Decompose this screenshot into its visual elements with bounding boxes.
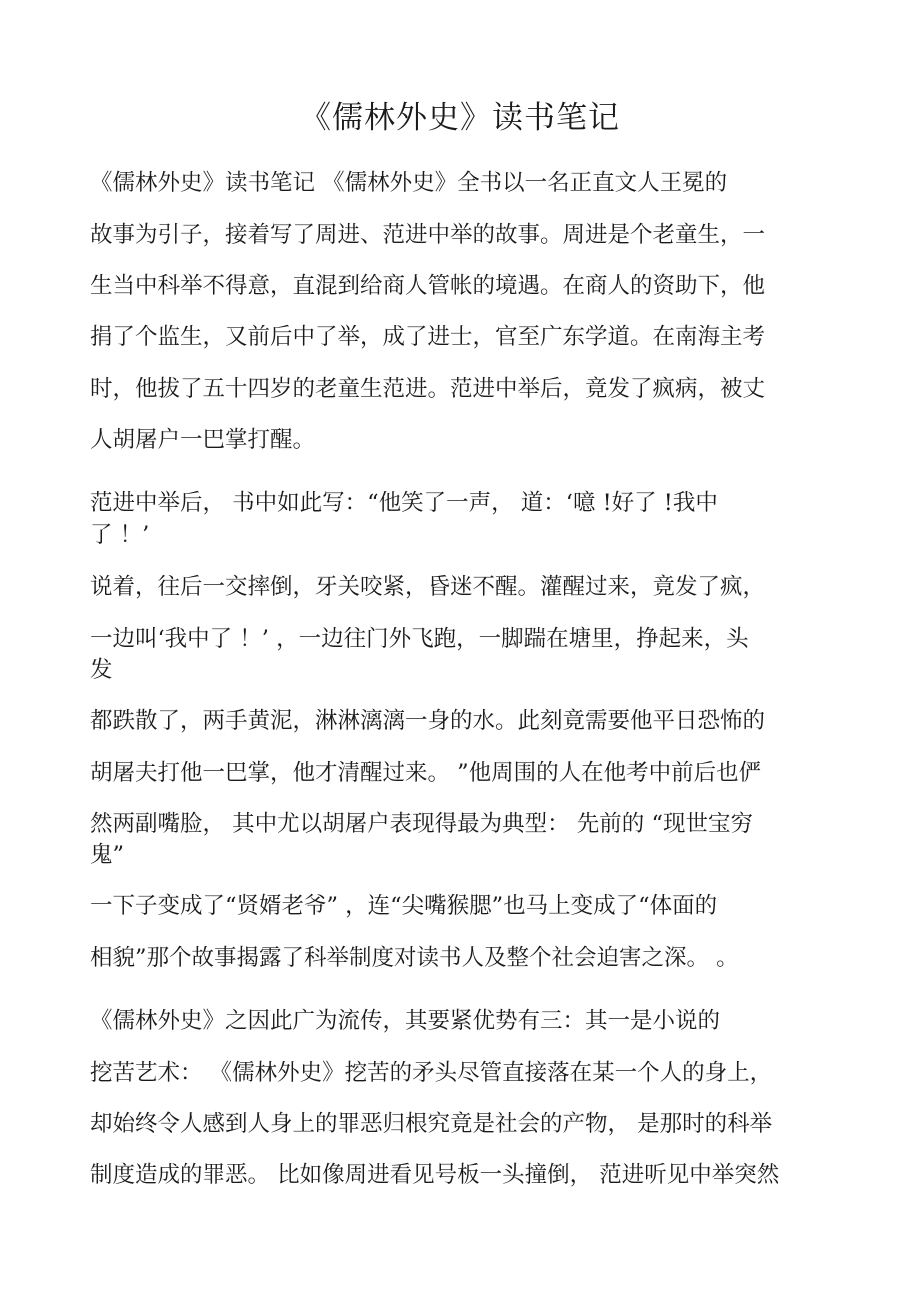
text-line: 了 ！’ [90,522,150,548]
text-line: 相貌”那个故事揭露了科举制度对读书人及整个社会迫害之深。 。 [90,945,739,971]
text-line: 都跌散了，两手黄泥，淋淋漓漓一身的水。此刻竟需要他平日恐怖的 [90,708,766,734]
text-line: 人胡屠户一巴掌打醒。 [90,427,316,453]
text-line: 胡屠夫打他一巴掌，他才清醒过来。 ”他周围的人在他考中前后也俨 [90,760,762,786]
text-line: 《儒林外史》之因此广为流传，其要紧优势有三：其一是小说的 [90,1008,721,1034]
text-line: 一下子变成了“贤婿老爷” ，连“尖嘴猴腮”也马上变成了“体面的 [90,893,718,919]
text-line: 说着，往后一交摔倒，牙关咬紧，昏迷不醒。灌醒过来，竟发了疯， [90,574,766,600]
text-line: 然两副嘴脸， 其中尤以胡屠户表现得最为典型： 先前的 “现世宝穷 [90,811,753,837]
text-line: 《儒林外史》读书笔记 《儒林外史》全书以一名正直文人王冕的 [90,170,728,196]
text-line: 制度造成的罪恶。 比如像周进看见号板一头撞倒， 范进听见中举突然 [90,1162,780,1188]
text-line: 却始终令人感到人身上的罪恶归根究竟是社会的产物， 是那时的科举 [90,1111,773,1137]
text-line: 发 [90,657,113,683]
text-line: 挖苦艺术： 《儒林外史》挖苦的矛头尽管直接落在某一个人的身上， [90,1060,773,1086]
document-title: 《儒林外史》读书笔记 [300,100,620,136]
text-line: 一边叫‘我中了 ！’ ，一边往门外飞跑，一脚踹在塘里，挣起来，头 [90,626,749,652]
text-line: 生当中科举不得意，直混到给商人管帐的境遇。在商人的资助下，他 [90,273,766,299]
text-line: 鬼” [90,842,125,868]
text-line: 捐了个监生，又前后中了举，成了进士，官至广东学道。在南海主考 [90,324,766,350]
text-line: 时，他拔了五十四岁的老童生范进。范进中举后，竟发了疯病，被丈 [90,376,766,402]
text-line: 故事为引子，接着写了周进、范进中举的故事。周进是个老童生，一 [90,222,766,248]
text-line: 范进中举后， 书中如此写：“他笑了一声， 道：‘噫 !好了 !我中 [90,490,718,516]
